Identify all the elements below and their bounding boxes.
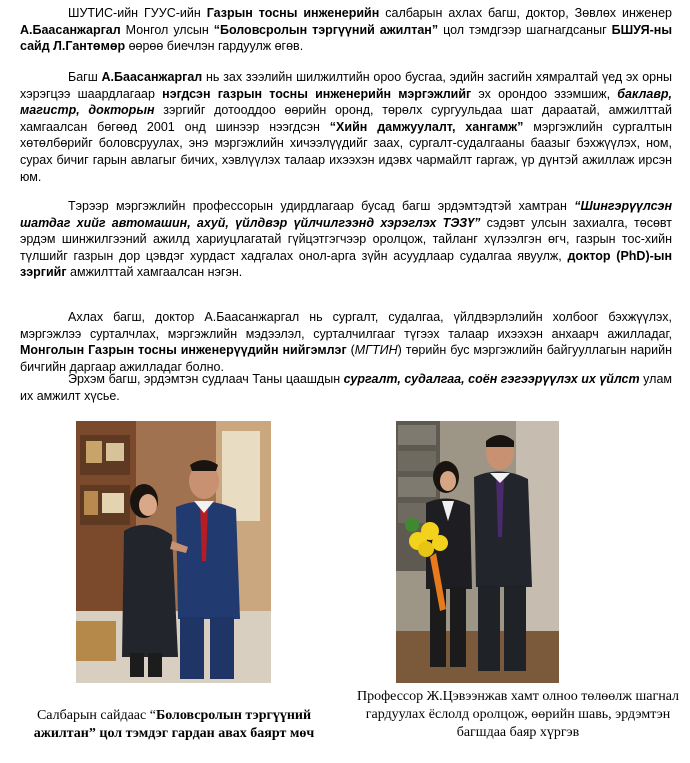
text-span: Монгол улсын	[120, 22, 214, 37]
bold-italic-degrees: баклавр, магистр, докторын	[20, 86, 673, 118]
caption-bold-award: Боловсролын тэргүүний ажилтан	[33, 708, 312, 741]
bold-minister-name: БШУЯ-ны сайд Л.Гантөмөр	[20, 22, 672, 54]
bold-specialty: нэгдсэн газрын тосны инженерийн мэргэжлийг	[162, 86, 472, 101]
bold-person-name: А.Баасанжаргал	[20, 22, 121, 37]
text-span: эх орондоо эзэмшиж,	[471, 86, 618, 101]
caption-left	[14, 707, 334, 743]
text-span: ШУТИС-ийн ГУУС-ийн	[68, 6, 207, 20]
text-span: Багш	[68, 70, 102, 84]
text-span: Тэрээр мэргэжлийн профессорын удирдлагаар бусад багш эрдэмтэдтэй хамтран	[68, 199, 575, 213]
congratulations-illustration	[396, 421, 559, 683]
paragraph-research	[20, 198, 672, 281]
text-span: (	[346, 343, 355, 358]
congratulations-photo	[396, 421, 559, 683]
bold-degree: доктор (PhD)-ын зэргийг	[20, 248, 672, 280]
paragraph-wishes	[20, 371, 672, 404]
text-span: сэдэвт улсын захиалга, төсөвт эрдэм шинжилгээний ажилд хариуцлагатай гүйцэтгэгчээр оролцож, тайланг хүлээлгэн өгч, газрын тос-хийн түлшийг газрын дор цэвдэг хурдаст хадгалах онол-арга зүйн асуудлаар судалгаа явуулж,	[20, 215, 673, 263]
bold-italic-wish: сургалт, судалгаа, соён гэгээрүүлэх их үйлст	[343, 372, 640, 386]
bold-program-name: “Хийн дамжуулалт, хангамж”	[329, 119, 524, 134]
paragraph-award-announcement	[20, 5, 672, 55]
bold-award-title: “Боловсролын тэргүүний ажилтан”	[213, 22, 439, 37]
text-span: амжилттай хамгаалсан нэгэн.	[66, 265, 243, 280]
text-span: улам их амжилт хүсье.	[20, 372, 672, 403]
bold-person-name: А.Баасанжаргал	[101, 70, 203, 84]
award-ceremony-photo	[76, 421, 271, 683]
text-span: Ахлах багш, доктор А.Баасанжаргал нь сургалт, судалгаа, үйлдвэрлэлийн холбоог бэхжүүлэх, мэргэжлээ сурталчлах, мэргэжлийн мэдээлэл, сурталчилгааг түгээх талаар ихээхэн анхаарч ажилладаг,	[20, 310, 672, 341]
text-span: салбарын ахлах багш, доктор, Зөвлөх инженер	[379, 6, 672, 20]
bold-society-name: Монголын Газрын тосны инженерүүдийн нийгэмлэг	[20, 343, 347, 358]
text-span: Эрхэм багш, эрдэмтэн судлаач Таны цаашдын	[68, 372, 344, 386]
italic-abbreviation: МГТИН	[354, 343, 398, 358]
caption-text: Салбарын сайдаас “	[36, 708, 156, 723]
text-span: цол тэмдгээр шагнагдсаныг	[438, 22, 612, 37]
paragraph-society	[20, 309, 672, 375]
text-span: мэргэжлийн сургалтын хөтөлбөрийг боловсруулах, энэ мэргэжлийн хичээлүүдийг заах, сургалт-судалгааны баазыг бэхжүүлэх, ном, сурах бичиг гарын авлагыг бичих, хэвлүүлэх талаар ихээхэн идэвх чармайлт гаргаж, үр дүнтэй ажиллаж ирсэн юм.	[20, 119, 672, 184]
text-span: нь зах зээлийн шилжилтийн ороо бусгаа, эдийн засгийн хямралтай үед эх орны хэрэгцээ шаардлагаар	[20, 70, 672, 101]
caption-text-bold: ” цол тэмдэг гардан авах баярт мөч	[88, 726, 315, 741]
caption-right: Профессор Ж.Цэвээнжав хамт олноо төлөөлж шагнал гардуулах ёслолд оролцож, өөрийн шавь, эрдэмтэн багшдаа баяр хүргэв	[356, 689, 680, 740]
bold-italic-project-title: “Шингэрүүлсэн шатдаг хийг автомашин, ахуй, үйлдвэр үйлчилгээнд хэрэглэх ТЭЗҮ”	[20, 199, 672, 230]
text-span: зэргийг дотооддоо өөрийн оронд, төрөлх сургуульдаа шат дараатай, амжилттай хамгаалсан бөгөөд 2001 онд шинээр нээгдсэн	[20, 103, 672, 134]
paragraph-biography	[20, 69, 672, 185]
bold-department: Газрын тосны инженерийн	[206, 6, 380, 20]
text-span: ) төрийн бус мэргэжлийн байгууллагын нарийн бичгийн даргаар ажилладаг болно.	[20, 343, 673, 374]
award-ceremony-illustration	[76, 421, 271, 683]
text-span: өөрөө биечлэн гардуулж өгөв.	[125, 39, 304, 54]
